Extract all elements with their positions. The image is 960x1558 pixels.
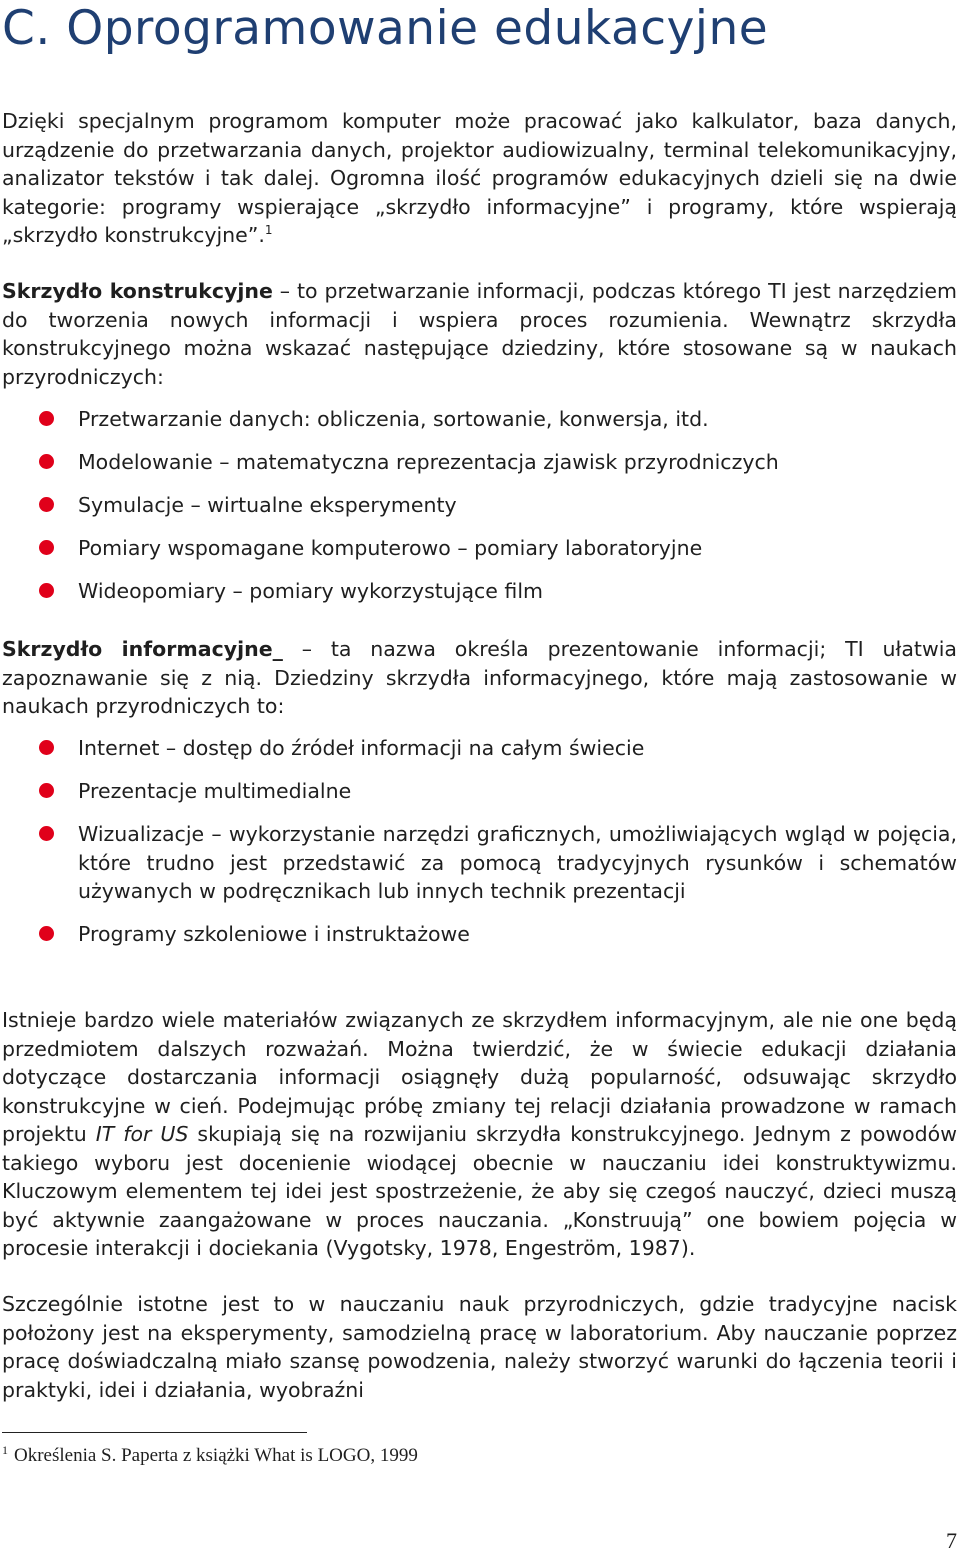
- page-title: C. Oprogramowanie edukacyjne: [2, 1, 769, 56]
- intro-paragraph: [2, 107, 957, 250]
- footnote-reference: 1: [264, 223, 273, 238]
- list-item: Internet – dostęp do źródeł informacji na całym świecie: [2, 734, 957, 763]
- list-item: Przetwarzanie danych: obliczenia, sortowanie, konwersja, itd.: [2, 405, 957, 434]
- list-item: Programy szkoleniowe i instruktażowe: [2, 920, 957, 949]
- info-term: Skrzydło informacyjne: [2, 637, 273, 661]
- bullet-icon: [39, 497, 54, 512]
- info-text: – ta nazwa określa prezentowanie informacji; TI ułatwia zapoznawanie się z nią. Dziedziny skrzydła informacyjnego, które mają zastosowanie w naukach przyrodniczych to:: [2, 637, 957, 718]
- footnote-text: Określenia S. Paperta z książki What is LOGO, 1999: [14, 1445, 418, 1466]
- bullet-icon: [39, 540, 54, 555]
- project-name: IT for US: [95, 1122, 189, 1146]
- bullet-icon: [39, 826, 54, 841]
- bullet-icon: [39, 783, 54, 798]
- bullet-icon: [39, 411, 54, 426]
- closing-paragraph: Istnieje bardzo wiele materiałów związanych ze skrzydłem informacyjnym, ale nie one będą przedmiotem dalszych rozważań. Można twierdzić, że w świecie edukacji działania dotyczące dostarczania informacji osiągnęły dużą popularność, odsuwając skrzydło konstrukcyjne w cień. Podejmując próbę zmiany tej relacji działania prowadzone w ramach projektu IT for US skupiają się na rozwijaniu skrzydła konstrukcyjnego. Jednym z powodów takiego wyboru jest docenienie wiodącej obecnie w nauczaniu idei konstruktywizmu. Kluczowym elementem tej idei jest spostrzeżenie, że aby się czegoś nauczyć, dzieci muszą być aktywnie zaangażowane w proces nauczania. „Konstruują” one bowiem pojęcia w procesie interakcji i dociekania (Vygotsky, 1978, Engeström, 1987).: [2, 1008, 957, 1260]
- list-item: Wizualizacje – wykorzystanie narzędzi graficznych, umożliwiających wgląd w pojęcia, które trudno jest przedstawić za pomocą tradycyjnych rysunków i schematów używanych w podręcznikach lub innych technik prezentacji: [2, 820, 957, 906]
- list-item: Prezentacje multimedialne: [2, 777, 957, 806]
- bullet-icon: [39, 740, 54, 755]
- bullet-icon: [39, 583, 54, 598]
- footnote: [2, 1443, 418, 1469]
- bullet-icon: [39, 926, 54, 941]
- footnote-divider: [2, 1432, 307, 1433]
- intro-text: Dzięki specjalnym programom komputer może pracować jako kalkulator, baza danych, urządzenie do przetwarzania danych, projektor audiowizualny, terminal telekomunikacyjny, analizator tekstów i tak dalej. Ogromna ilość programów edukacyjnych dzieli się na dwie kategorie: programy wspierające „skrzydło informacyjne” i programy, które wspierają „skrzydło konstrukcyjne”.: [2, 109, 957, 247]
- list-item: Modelowanie – matematyczna reprezentacja zjawisk przyrodniczych: [2, 448, 957, 477]
- info-paragraph: [2, 635, 957, 721]
- list-item: Pomiary wspomagane komputerowo – pomiary laboratoryjne: [2, 534, 957, 563]
- closing-paragraph-2: Szczególnie istotne jest to w nauczaniu nauk przyrodniczych, gdzie tradycyjne nacisk położony jest na eksperymenty, samodzielną pracę w laboratorium. Aby nauczanie poprzez pracę doświadczalną miało szansę powodzenia, należy stworzyć warunki do łączenia teorii i praktyki, idei i działania, wyobraźni: [2, 1292, 957, 1402]
- list-item: Wideopomiary – pomiary wykorzystujące film: [2, 577, 957, 606]
- footnote-number: 1: [2, 1442, 8, 1457]
- page-number: 7: [946, 1528, 957, 1553]
- construct-list: [2, 405, 957, 606]
- list-item: Symulacje – wirtualne eksperymenty: [2, 491, 957, 520]
- construct-term: Skrzydło konstrukcyjne: [2, 279, 273, 303]
- bullet-icon: [39, 454, 54, 469]
- info-list: [2, 734, 957, 949]
- info-term-suffix: _: [272, 637, 283, 661]
- construct-paragraph: [2, 277, 957, 391]
- construct-text: – to przetwarzanie informacji, podczas którego TI jest narzędziem do tworzenia nowych informacji i wspiera proces rozumienia. Wewnątrz skrzydła konstrukcyjnego można wskazać następujące dziedziny, które stosowane są w naukach przyrodniczych:: [2, 279, 958, 389]
